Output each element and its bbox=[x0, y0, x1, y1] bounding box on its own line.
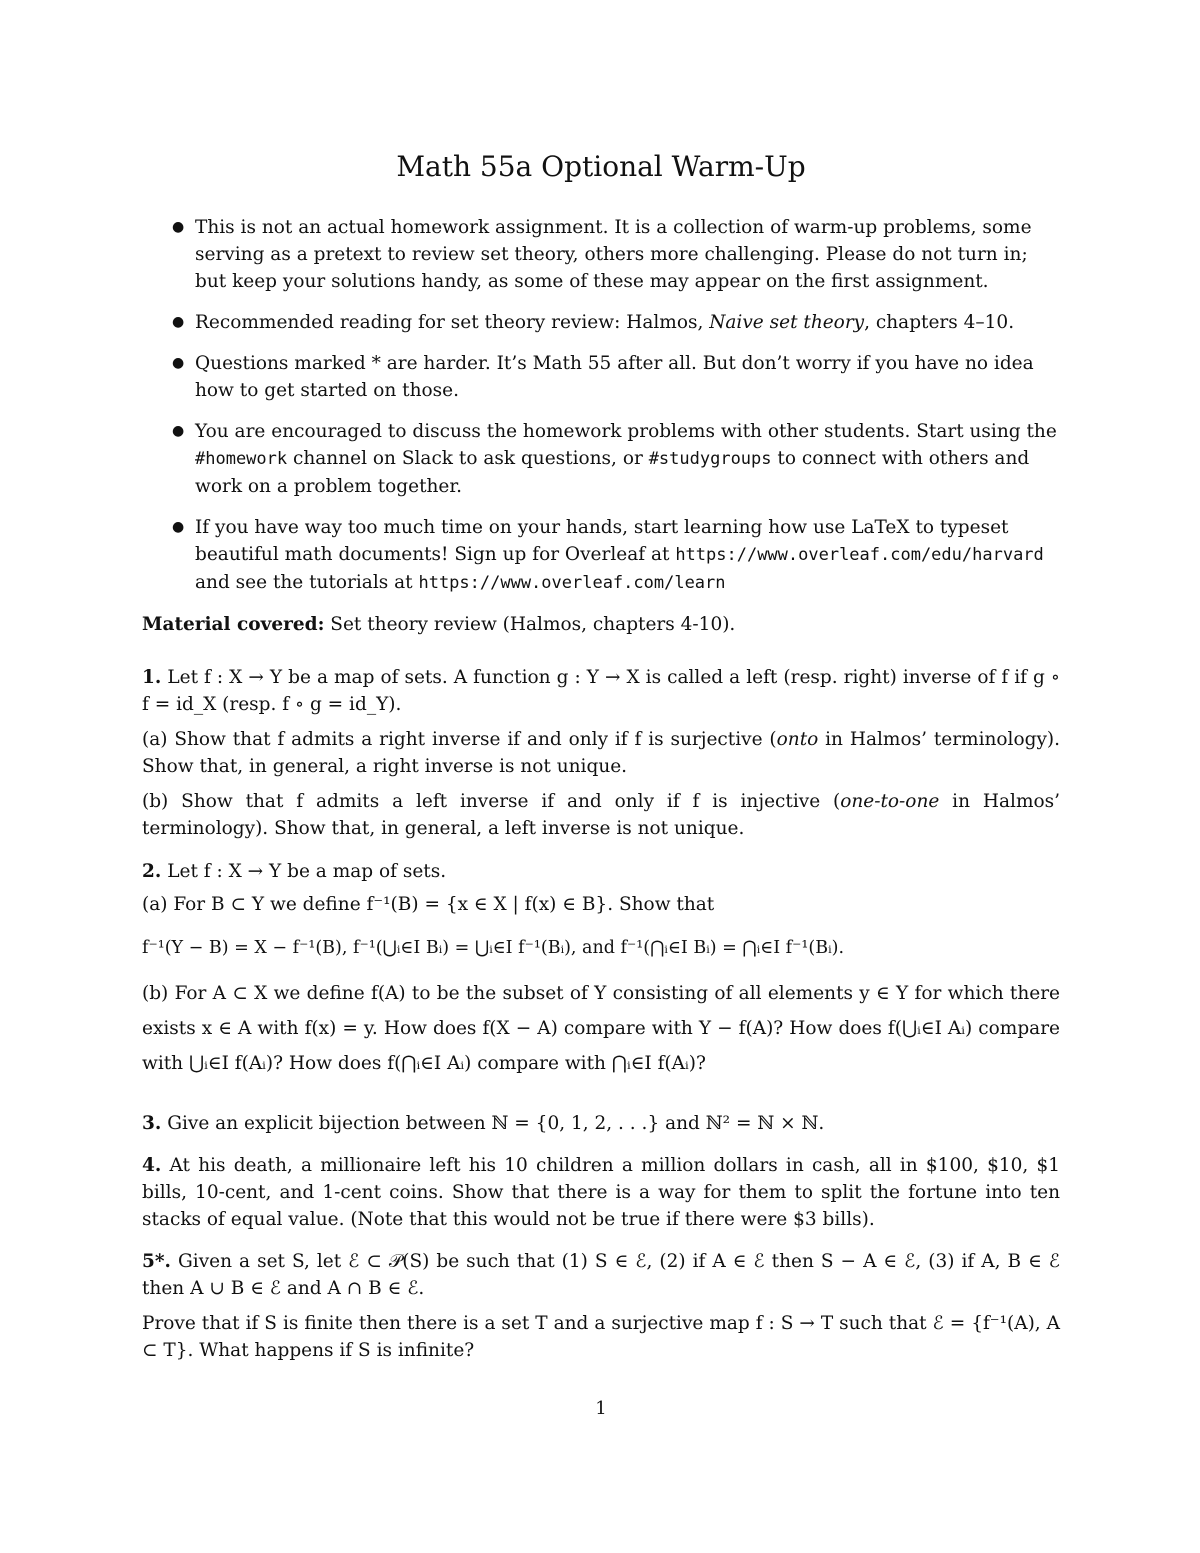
note-text: If you have way too much time on your hands, start learning how use bbox=[195, 517, 852, 538]
material-text: Set theory review (Halmos, chapters 4-10). bbox=[324, 614, 736, 635]
problem-1-intro bbox=[142, 664, 1060, 718]
problem-text: (a) Show that f admits a right inverse if and only if f is surjective ( bbox=[142, 729, 777, 750]
note-text: , chapters 4–10. bbox=[864, 312, 1015, 333]
book-title: Naive set theory bbox=[709, 312, 865, 333]
problem-text: Give an explicit bijection between ℕ = {0, 1, 2, . . .} and ℕ² = ℕ × ℕ. bbox=[161, 1113, 825, 1134]
note-text: channel on Slack to ask questions, or bbox=[287, 448, 649, 469]
problem-1b bbox=[142, 788, 1060, 842]
problem-number: 5*. bbox=[142, 1251, 171, 1272]
problem-text: in Halmos’ terminology). Show that, in general, a left inverse is not unique. bbox=[142, 791, 1061, 839]
note-item bbox=[142, 514, 1060, 597]
problem-text: in Halmos’ terminology). Show that, in general, a right inverse is not unique. bbox=[142, 729, 1061, 777]
note-text: Questions marked * are harder. It’s Math 55 after all. But don’t worry if you have no idea how to get started on those. bbox=[195, 353, 1034, 401]
note-item bbox=[142, 214, 1060, 295]
problem-text: (b) Show that f admits a left inverse if and only if f is injective ( bbox=[142, 791, 841, 812]
problem-5-intro bbox=[142, 1248, 1060, 1302]
slack-channel-studygroups: #studygroups bbox=[648, 449, 772, 469]
problem-2b: (b) For A ⊂ X we define f(A) to be the subset of Y consisting of all elements y ∈ Y for which there exists x ∈ A with f(x) = y. How does f(X − A) compare with Y − f(A)? How does f(⋃ᵢ∈I Aᵢ) compare with ⋃ᵢ∈I f(Aᵢ)? How does f(⋂ᵢ∈I Aᵢ) compare with ⋂ᵢ∈I f(Aᵢ)? bbox=[142, 983, 1060, 1074]
problem-5 bbox=[142, 1248, 1060, 1364]
material-label: Material covered: bbox=[142, 614, 325, 635]
problem-text: Let f : X → Y be a map of sets. A function g : Y → X is called a left (resp. right) inverse of f if g ∘ f = id_X (resp. f ∘ g = id_Y). bbox=[142, 667, 1060, 715]
problem-number: 2. bbox=[142, 861, 162, 882]
problem-text: At his death, a millionaire left his 10 children a million dollars in cash, all in $100, $10, $1 bills, 10-cent, and 1-cent coins. Show that there is a way for them to split the fortune into ten stacks of equal value. (Note that this would not be true if there were $3 bills). bbox=[142, 1155, 1060, 1230]
problem-number: 1. bbox=[142, 667, 162, 688]
problem-4 bbox=[142, 1152, 1060, 1233]
note-text: This is not an actual homework assignment. It is a collection of warm-up problems, some serving as a pretext to review set theory, others more challenging. Please do not turn in; but keep your solutions handy, as some of these may appear on the first assignment. bbox=[195, 217, 1032, 292]
overleaf-harvard-link[interactable]: https://www.overleaf.com/edu/harvard bbox=[675, 545, 1044, 565]
slack-channel-homework: #homework bbox=[195, 449, 288, 469]
material-covered bbox=[142, 611, 1060, 638]
bullet-icon: ● bbox=[172, 519, 185, 535]
note-text: You are encouraged to discuss the homework problems with other students. Start using the bbox=[195, 421, 1057, 442]
note-text: to connect with others and work on a problem together. bbox=[195, 448, 1030, 497]
notes-list bbox=[142, 214, 1060, 611]
problem-number: 4. bbox=[142, 1155, 162, 1176]
problem-1a bbox=[142, 726, 1060, 780]
note-text: to typeset beautiful math documents! Sign up for Overleaf at bbox=[195, 517, 1009, 565]
problem-2-intro bbox=[142, 858, 1060, 885]
note-item bbox=[142, 350, 1060, 404]
page-title: Math 55a Optional Warm-Up bbox=[396, 150, 806, 183]
problem-2 bbox=[142, 858, 1060, 1081]
note-item bbox=[142, 309, 1060, 336]
overleaf-learn-link[interactable]: https://www.overleaf.com/learn bbox=[418, 573, 726, 593]
problem-5-text: Prove that if S is finite then there is a set T and a surjective map f : S → T such that ℰ = {f⁻¹(A), A ⊂ T}. What happens if S is infinite? bbox=[142, 1313, 1060, 1361]
term-italic: one-to-one bbox=[840, 791, 940, 812]
page-number: 1 bbox=[595, 1398, 607, 1419]
problem-3 bbox=[142, 1110, 1060, 1137]
problem-1 bbox=[142, 664, 1060, 842]
problem-number: 3. bbox=[142, 1113, 162, 1134]
bullet-icon: ● bbox=[172, 219, 185, 235]
note-text: and see the tutorials at bbox=[195, 572, 419, 593]
note-item bbox=[142, 418, 1060, 500]
term-italic: onto bbox=[776, 729, 819, 750]
bullet-icon: ● bbox=[172, 423, 185, 439]
problem-text: Given a set S, let ℰ ⊂ 𝒫(S) be such that (1) S ∈ ℰ, (2) if A ∈ ℰ then S − A ∈ ℰ, (3) if A, B ∈ ℰ then A ∪ B ∈ ℰ and A ∩ B ∈ ℰ. bbox=[142, 1251, 1060, 1299]
note-text: Recommended reading for set theory review: Halmos, bbox=[195, 312, 710, 333]
bullet-icon: ● bbox=[172, 314, 185, 330]
problem-2a: (a) For B ⊂ Y we define f⁻¹(B) = {x ∈ X | f(x) ∈ B}. Show that bbox=[142, 894, 715, 915]
problem-text: Let f : X → Y be a map of sets. bbox=[161, 861, 447, 882]
problem-2a-equation: f⁻¹(Y − B) = X − f⁻¹(B), f⁻¹(⋃ᵢ∈I Bᵢ) = ⋃ᵢ∈I f⁻¹(Bᵢ), and f⁻¹(⋂ᵢ∈I Bᵢ) = ⋂ᵢ∈I f⁻¹(Bᵢ). bbox=[142, 938, 845, 958]
latex-logo: LaTeX bbox=[851, 517, 910, 538]
bullet-icon: ● bbox=[172, 355, 185, 371]
document-page bbox=[142, 0, 1060, 1553]
